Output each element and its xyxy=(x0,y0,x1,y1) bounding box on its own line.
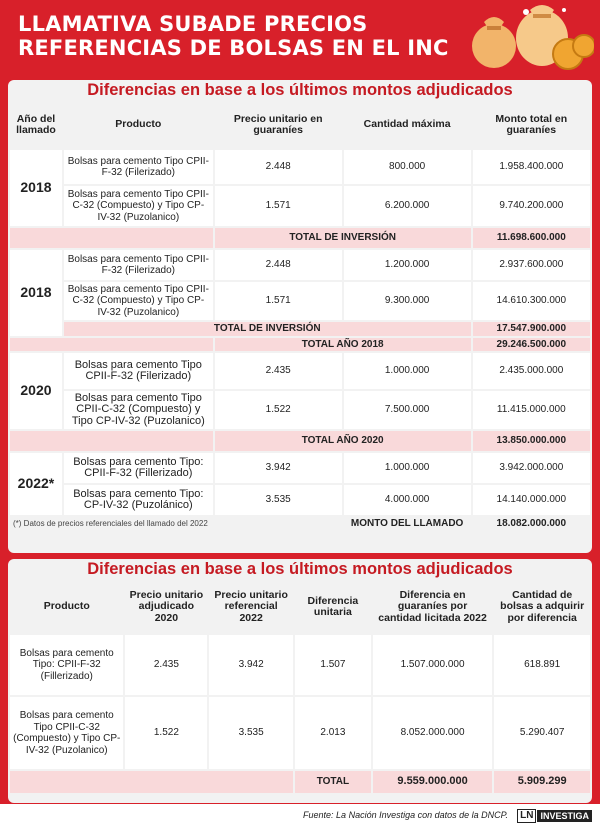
table2-title: Diferencias en base a los últimos montos adjudicados xyxy=(87,560,513,578)
table2 xyxy=(8,579,592,795)
bags-cell: 5.290.407 xyxy=(494,697,590,769)
t1-header-price: Precio unitario en guaraníes xyxy=(215,102,342,148)
year-total-label: TOTAL AÑO 2018 xyxy=(215,338,471,352)
call-total-value: 18.082.000.000 xyxy=(473,517,590,531)
adj-cell: 1.522 xyxy=(125,697,207,769)
t2-total-bags: 5.909.299 xyxy=(494,771,590,793)
price-cell: 1.571 xyxy=(215,186,342,226)
brand-investiga: INVESTIGA xyxy=(537,810,592,822)
ref-cell: 3.942 xyxy=(209,635,293,695)
qty-cell: 1.200.000 xyxy=(344,250,471,280)
subtotal-label: TOTAL DE INVERSIÓN xyxy=(215,228,471,248)
qty-cell: 9.300.000 xyxy=(344,282,471,320)
table1 xyxy=(8,100,592,533)
t2-header-adj: Precio unitario adjudicado 2020 xyxy=(125,581,207,633)
ref-cell: 3.535 xyxy=(209,697,293,769)
qty-cell: 4.000.000 xyxy=(344,485,471,515)
page-title xyxy=(18,12,449,60)
diff-total-cell: 8.052.000.000 xyxy=(373,697,493,769)
brand-ln: LN xyxy=(517,809,536,823)
total-cell: 3.942.000.000 xyxy=(473,453,590,483)
t1-header-product: Producto xyxy=(64,102,213,148)
t1-header-year: Año del llamado xyxy=(10,102,62,148)
product-cell: Bolsas para cemento Tipo CPII-C-32 (Compuesto) y Tipo CP-IV-32 (Puzolanico) xyxy=(10,697,123,769)
total-cell: 2.435.000.000 xyxy=(473,353,590,389)
bags-cell: 618.891 xyxy=(494,635,590,695)
product-cell: Bolsas para cemento Tipo CPII-C-32 (Compuesto) y Tipo CP-IV-32 (Puzolanico) xyxy=(64,391,213,429)
footnote: (*) Datos de precios referenciales del llamado del 2022 xyxy=(10,517,342,531)
total-cell: 1.958.400.000 xyxy=(473,150,590,184)
price-cell: 3.942 xyxy=(215,453,342,483)
qty-cell: 800.000 xyxy=(344,150,471,184)
price-cell: 2.448 xyxy=(215,150,342,184)
qty-cell: 6.200.000 xyxy=(344,186,471,226)
year-total-value: 13.850.000.000 xyxy=(473,431,590,451)
brand-logo xyxy=(517,808,592,823)
product-cell: Bolsas para cemento Tipo CPII-F-32 (Filerizado) xyxy=(64,250,213,280)
year-cell: 2018 xyxy=(10,250,62,336)
year-total-value: 29.246.500.000 xyxy=(473,338,590,352)
diff-cell: 1.507 xyxy=(295,635,371,695)
price-cell: 2.435 xyxy=(215,353,342,389)
subtotal-value: 11.698.600.000 xyxy=(473,228,590,248)
product-cell: Bolsas para cemento Tipo CPII-C-32 (Compuesto) y Tipo CP-IV-32 (Puzolanico) xyxy=(64,186,213,226)
year-cell: 2022* xyxy=(10,453,62,515)
table2-panel xyxy=(8,559,592,803)
year-cell: 2018 xyxy=(10,150,62,226)
spacer xyxy=(10,228,213,248)
header xyxy=(0,0,600,76)
title-line-2: REFERENCIAS DE BOLSAS EN EL INC xyxy=(18,36,449,60)
product-cell: Bolsas para cemento Tipo CPII-C-32 (Compuesto) y Tipo CP-IV-32 (Puzolanico) xyxy=(64,282,213,320)
qty-cell: 1.000.000 xyxy=(344,353,471,389)
product-cell: Bolsas para cemento Tipo: CP-IV-32 (Puzolánico) xyxy=(64,485,213,515)
diff-total-cell: 1.507.000.000 xyxy=(373,635,493,695)
price-cell: 1.571 xyxy=(215,282,342,320)
total-cell: 14.140.000.000 xyxy=(473,485,590,515)
t2-header-ref: Precio unitario referencial 2022 xyxy=(209,581,293,633)
t2-header-bags: Cantidad de bolsas a adquirir por diferencia xyxy=(494,581,590,633)
call-total-label: MONTO DEL LLAMADO xyxy=(344,517,471,531)
footer xyxy=(0,804,600,827)
t1-header-qty: Cantidad máxima xyxy=(344,102,471,148)
total-cell: 11.415.000.000 xyxy=(473,391,590,429)
product-cell: Bolsas para cemento Tipo: CPII-F-32 (Fillerizado) xyxy=(64,453,213,483)
year-cell: 2020 xyxy=(10,353,62,429)
source-note: Fuente: La Nación Investiga con datos de la DNCP. xyxy=(303,810,508,820)
adj-cell: 2.435 xyxy=(125,635,207,695)
t1-header-total: Monto total en guaraníes xyxy=(473,102,590,148)
qty-cell: 7.500.000 xyxy=(344,391,471,429)
spacer xyxy=(10,431,213,451)
money-bags-coins-icon xyxy=(464,2,594,74)
t2-header-product: Producto xyxy=(10,581,123,633)
total-cell: 2.937.600.000 xyxy=(473,250,590,280)
t2-total-label: TOTAL xyxy=(295,771,371,793)
price-cell: 3.535 xyxy=(215,485,342,515)
spacer xyxy=(10,338,213,352)
total-cell: 9.740.200.000 xyxy=(473,186,590,226)
product-cell: Bolsas para cemento Tipo CPII-F-32 (Filerizado) xyxy=(64,150,213,184)
t2-total-diff: 9.559.000.000 xyxy=(373,771,493,793)
subtotal-label: TOTAL DE INVERSIÓN xyxy=(64,322,471,336)
subtotal-value: 17.547.900.000 xyxy=(473,322,590,336)
table1-title: Diferencias en base a los últimos montos adjudicados xyxy=(87,81,513,99)
price-cell: 2.448 xyxy=(215,250,342,280)
qty-cell: 1.000.000 xyxy=(344,453,471,483)
spacer xyxy=(10,771,293,793)
total-cell: 14.610.300.000 xyxy=(473,282,590,320)
product-cell: Bolsas para cemento Tipo: CPII-F-32 (Fillerizado) xyxy=(10,635,123,695)
price-cell: 1.522 xyxy=(215,391,342,429)
t2-header-diff-total: Diferencia en guaraníes por cantidad licitada 2022 xyxy=(373,581,493,633)
title-line-1: LLAMATIVA SUBADE PRECIOS xyxy=(18,12,368,36)
t2-header-diff: Diferencia unitaria xyxy=(295,581,371,633)
year-total-label: TOTAL AÑO 2020 xyxy=(215,431,471,451)
product-cell: Bolsas para cemento Tipo CPII-F-32 (Filerizado) xyxy=(64,353,213,389)
table1-panel xyxy=(8,80,592,553)
diff-cell: 2.013 xyxy=(295,697,371,769)
